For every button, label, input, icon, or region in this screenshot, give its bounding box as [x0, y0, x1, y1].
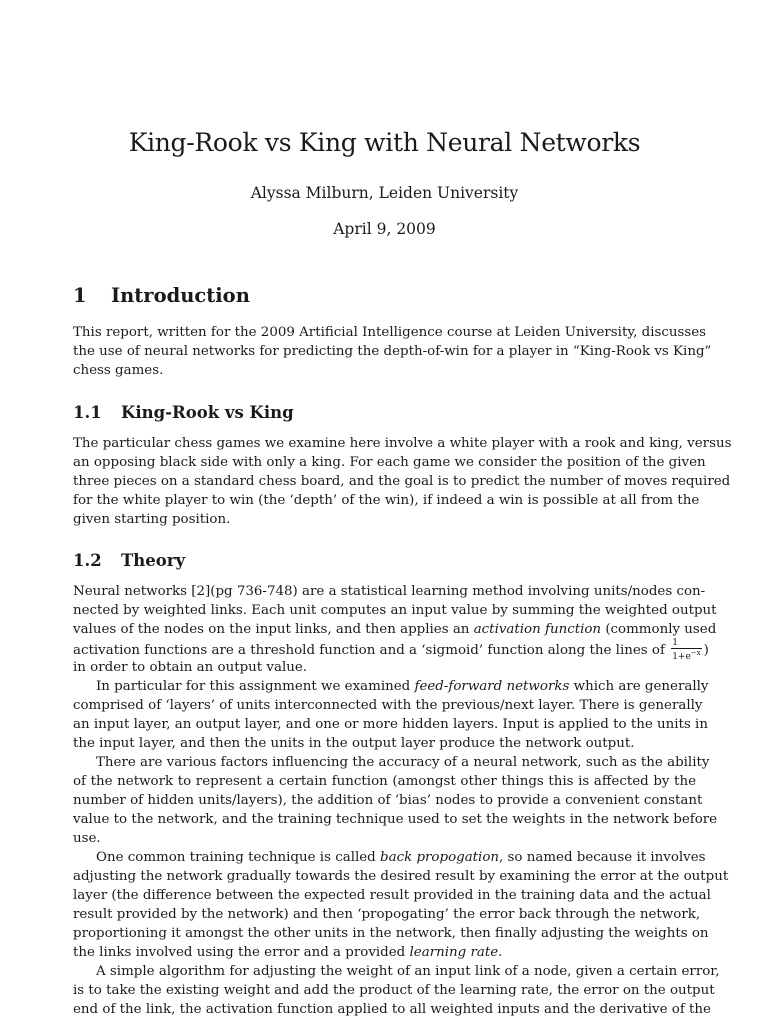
theory-paragraph-1 — [73, 582, 717, 677]
text-line: three pieces on a standard chess board, and the goal is to predict the number of moves required — [73, 474, 731, 489]
king-rook-paragraph — [73, 434, 732, 529]
text-line: activation functions are a threshold function and a ‘sigmoid’ function along the lines of $\frac{1}{1+e^{-x}}$ ) — [73, 638, 709, 662]
text-line: The particular chess games we examine here involve a white player with a rook and king, versus — [73, 436, 732, 451]
text-line: layer (the difference between the expected result provided in the training data and the actual — [73, 888, 711, 903]
text-line: given starting position. — [73, 512, 231, 527]
emphasis-term: learning rate — [409, 945, 499, 960]
text-line: an input layer, an output layer, and one or more hidden layers. Input is applied to the units in — [73, 717, 708, 732]
text-line: nected by weighted links. Each unit computes an input value by summing the weighted output — [73, 603, 717, 618]
paper-date: April 9, 2009 — [333, 220, 436, 238]
text-line: In particular for this assignment we examined feed-forward networks which are generally — [96, 679, 709, 694]
text-line: One common training technique is called back propogation, so named because it involves — [96, 850, 706, 865]
text-line: an opposing black side with only a king. For each game we consider the position of the given — [73, 455, 706, 470]
text-line: end of the link, the activation function applied to all weighted inputs and the derivative of the — [73, 1002, 711, 1017]
sigmoid-fraction: $\frac{1}{1+e^{-x}}$ — [672, 638, 701, 662]
subsection-title: Theory — [121, 551, 186, 570]
text-line: adjusting the network gradually towards the desired result by examining the error at the output — [73, 869, 729, 884]
text-line: A simple algorithm for adjusting the weight of an input link of a node, given a certain error, — [96, 964, 720, 979]
text-line: value to the network, and the training technique used to set the weights in the network before — [73, 812, 718, 827]
text-line: result provided by the network) and then ‘propogating’ the error back through the network, — [73, 907, 701, 922]
section-heading-introduction — [73, 284, 250, 307]
text-line: in order to obtain an output value. — [73, 660, 308, 675]
text-line: chess games. — [73, 363, 164, 378]
text-line: of the network to represent a certain function (amongst other things this is affected by the — [73, 774, 696, 789]
text-line: There are various factors influencing the accuracy of a neural network, such as the ability — [96, 755, 710, 770]
text-line: the use of neural networks for predicting the depth-of-win for a player in “King-Rook vs King” — [73, 344, 712, 359]
subsection-heading-theory — [73, 551, 185, 570]
emphasis-term: feed-forward networks — [414, 679, 570, 694]
subsection-number: 1.2 — [73, 551, 102, 570]
theory-paragraph-5 — [73, 962, 720, 1019]
text-line: is to take the existing weight and add the product of the learning rate, the error on the output — [73, 983, 715, 998]
subsection-title: King-Rook vs King — [121, 403, 294, 422]
introduction-paragraph — [73, 323, 712, 380]
text-line: values of the nodes on the input links, and then applies an activation function (commonly used — [73, 622, 717, 637]
text-line: comprised of ‘layers’ of units interconnected with the previous/next layer. There is generally — [73, 698, 703, 713]
emphasis-term: back propogation — [380, 850, 500, 865]
text-line: proportioning it amongst the other units in the network, then finally adjusting the weights on — [73, 926, 709, 941]
text-line: This report, written for the 2009 Artificial Intelligence course at Leiden University, discusses — [73, 325, 707, 340]
theory-paragraph-4 — [73, 848, 729, 962]
paper-title: King-Rook vs King with Neural Networks — [128, 128, 641, 157]
emphasis-term: activation function — [473, 622, 602, 637]
subsection-heading-king-rook-vs-king — [73, 403, 294, 422]
text-line: Neural networks [2](pg 736-748) are a statistical learning method involving units/nodes con- — [73, 584, 706, 599]
text-line: the input layer, and then the units in the output layer produce the network output. — [73, 736, 635, 751]
section-title: Introduction — [111, 284, 250, 307]
text-line: for the white player to win (the ‘depth’ of the win), if indeed a win is possible at all from the — [73, 493, 700, 508]
text-line: number of hidden units/layers), the addition of ‘bias’ nodes to provide a convenient constant — [73, 793, 703, 808]
subsection-number: 1.1 — [73, 403, 102, 422]
text-line: the links involved using the error and a provided learning rate. — [73, 945, 503, 960]
theory-paragraph-3 — [73, 753, 718, 848]
text-line: use. — [73, 831, 101, 846]
theory-paragraph-2 — [73, 677, 709, 753]
section-number: 1 — [73, 284, 87, 307]
paper-author: Alyssa Milburn, Leiden University — [250, 184, 519, 202]
